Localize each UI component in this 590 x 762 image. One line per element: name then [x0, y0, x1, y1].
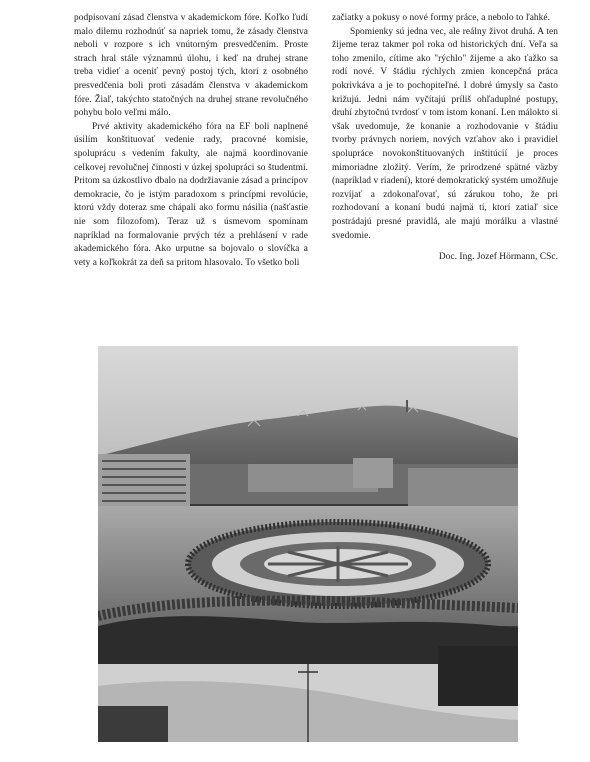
article-right-column: [332, 12, 558, 265]
crowd-photograph: [98, 346, 518, 742]
left-paragraph-2: Prvé aktivity akademického fóra na EF boli naplnené úsilím konštituovať vedenie rady, pracovné komisie, spoluprácu s vedením fakulty, ale najmä koordinovanie celkovej revolučnej činnosti v úzkej spolupráci so študentmi. Pritom sa úzkostlivo dbalo na dodržiavanie zásad a princípov demokracie, čo je istým paradoxom s princípmi revolúcie, ktorú vždy doteraz sme chápali ako formu násilia (našťastie nie som filozofom). Teraz už s úsmevom spomínam napríklad na formalovanie prvých téz a prehlásení v rade akademického fóra. Ako urputne sa bojovalo o slovíčka a vety a koľkokrát za deň sa pritom hlasovalo. To všetko boli: [74, 121, 308, 268]
author-signature: Doc. Ing. Jozef Hörmann, CSc.: [438, 252, 558, 263]
article-left-column: [74, 12, 308, 270]
photo-illustration: [98, 346, 518, 742]
right-paragraph-2: Spomienky sú jedna vec, ale reálny život druhá. A ten žijeme teraz takmer pol roka od historických dní. Veľa sa toho zmenilo, cítime ako "rýchlo" žijeme a ako ťažko sa rodí nové. V štádiu rýchlych zmien koncepčná práca pokrivkáva a je to pochopiteľné. I dobré úmysly sa často križujú. Jedni nám vyčítajú príliš ohľaduplné postupy, druhí zbytočnú tvrdosť v tom istom konaní. Len málokto si však uvedomuje, že konanie a rozhodovanie v štádiu tvorby právnych noriem, nových vzťahov ako i pravidiel spolupráce novokonštituovaných inštitúcií je proces mimoriadne zložitý. Verím, že prirodzené spätné väzby (napríklad v riadení), ktoré demokratický systém umožňuje rozvíjať a zdokonaľovať, sú zárukou toho, že pri rozhodovaní a konaní budú najmä tí, ktorí zatiaľ sice postrádajú presné pravidlá, ale majú morálku a vlastné svedomie.: [332, 26, 558, 241]
left-paragraph-1: podpisovaní zásad členstva v akademickom fóre. Koľko ľudí malo dilemu rozhodnúť sa napriek tomu, že zásady členstva neboli v rozpore s ich vnútorným presvedčením. Proste strach hral stále významnú úlohu, i keď na druhej strane treba vidieť a oceniť pevný postoj tých, ktorí z osobného presvedčenia boli proti zásadám členstva v akademickom fóre. Žiaľ, takýchto statočných na druhej strane revolučného pohybu bolo veľmi málo.: [74, 13, 308, 119]
right-paragraph-1: začiatky a pokusy o nové formy práce, a nebolo to ľahké.: [332, 13, 550, 23]
